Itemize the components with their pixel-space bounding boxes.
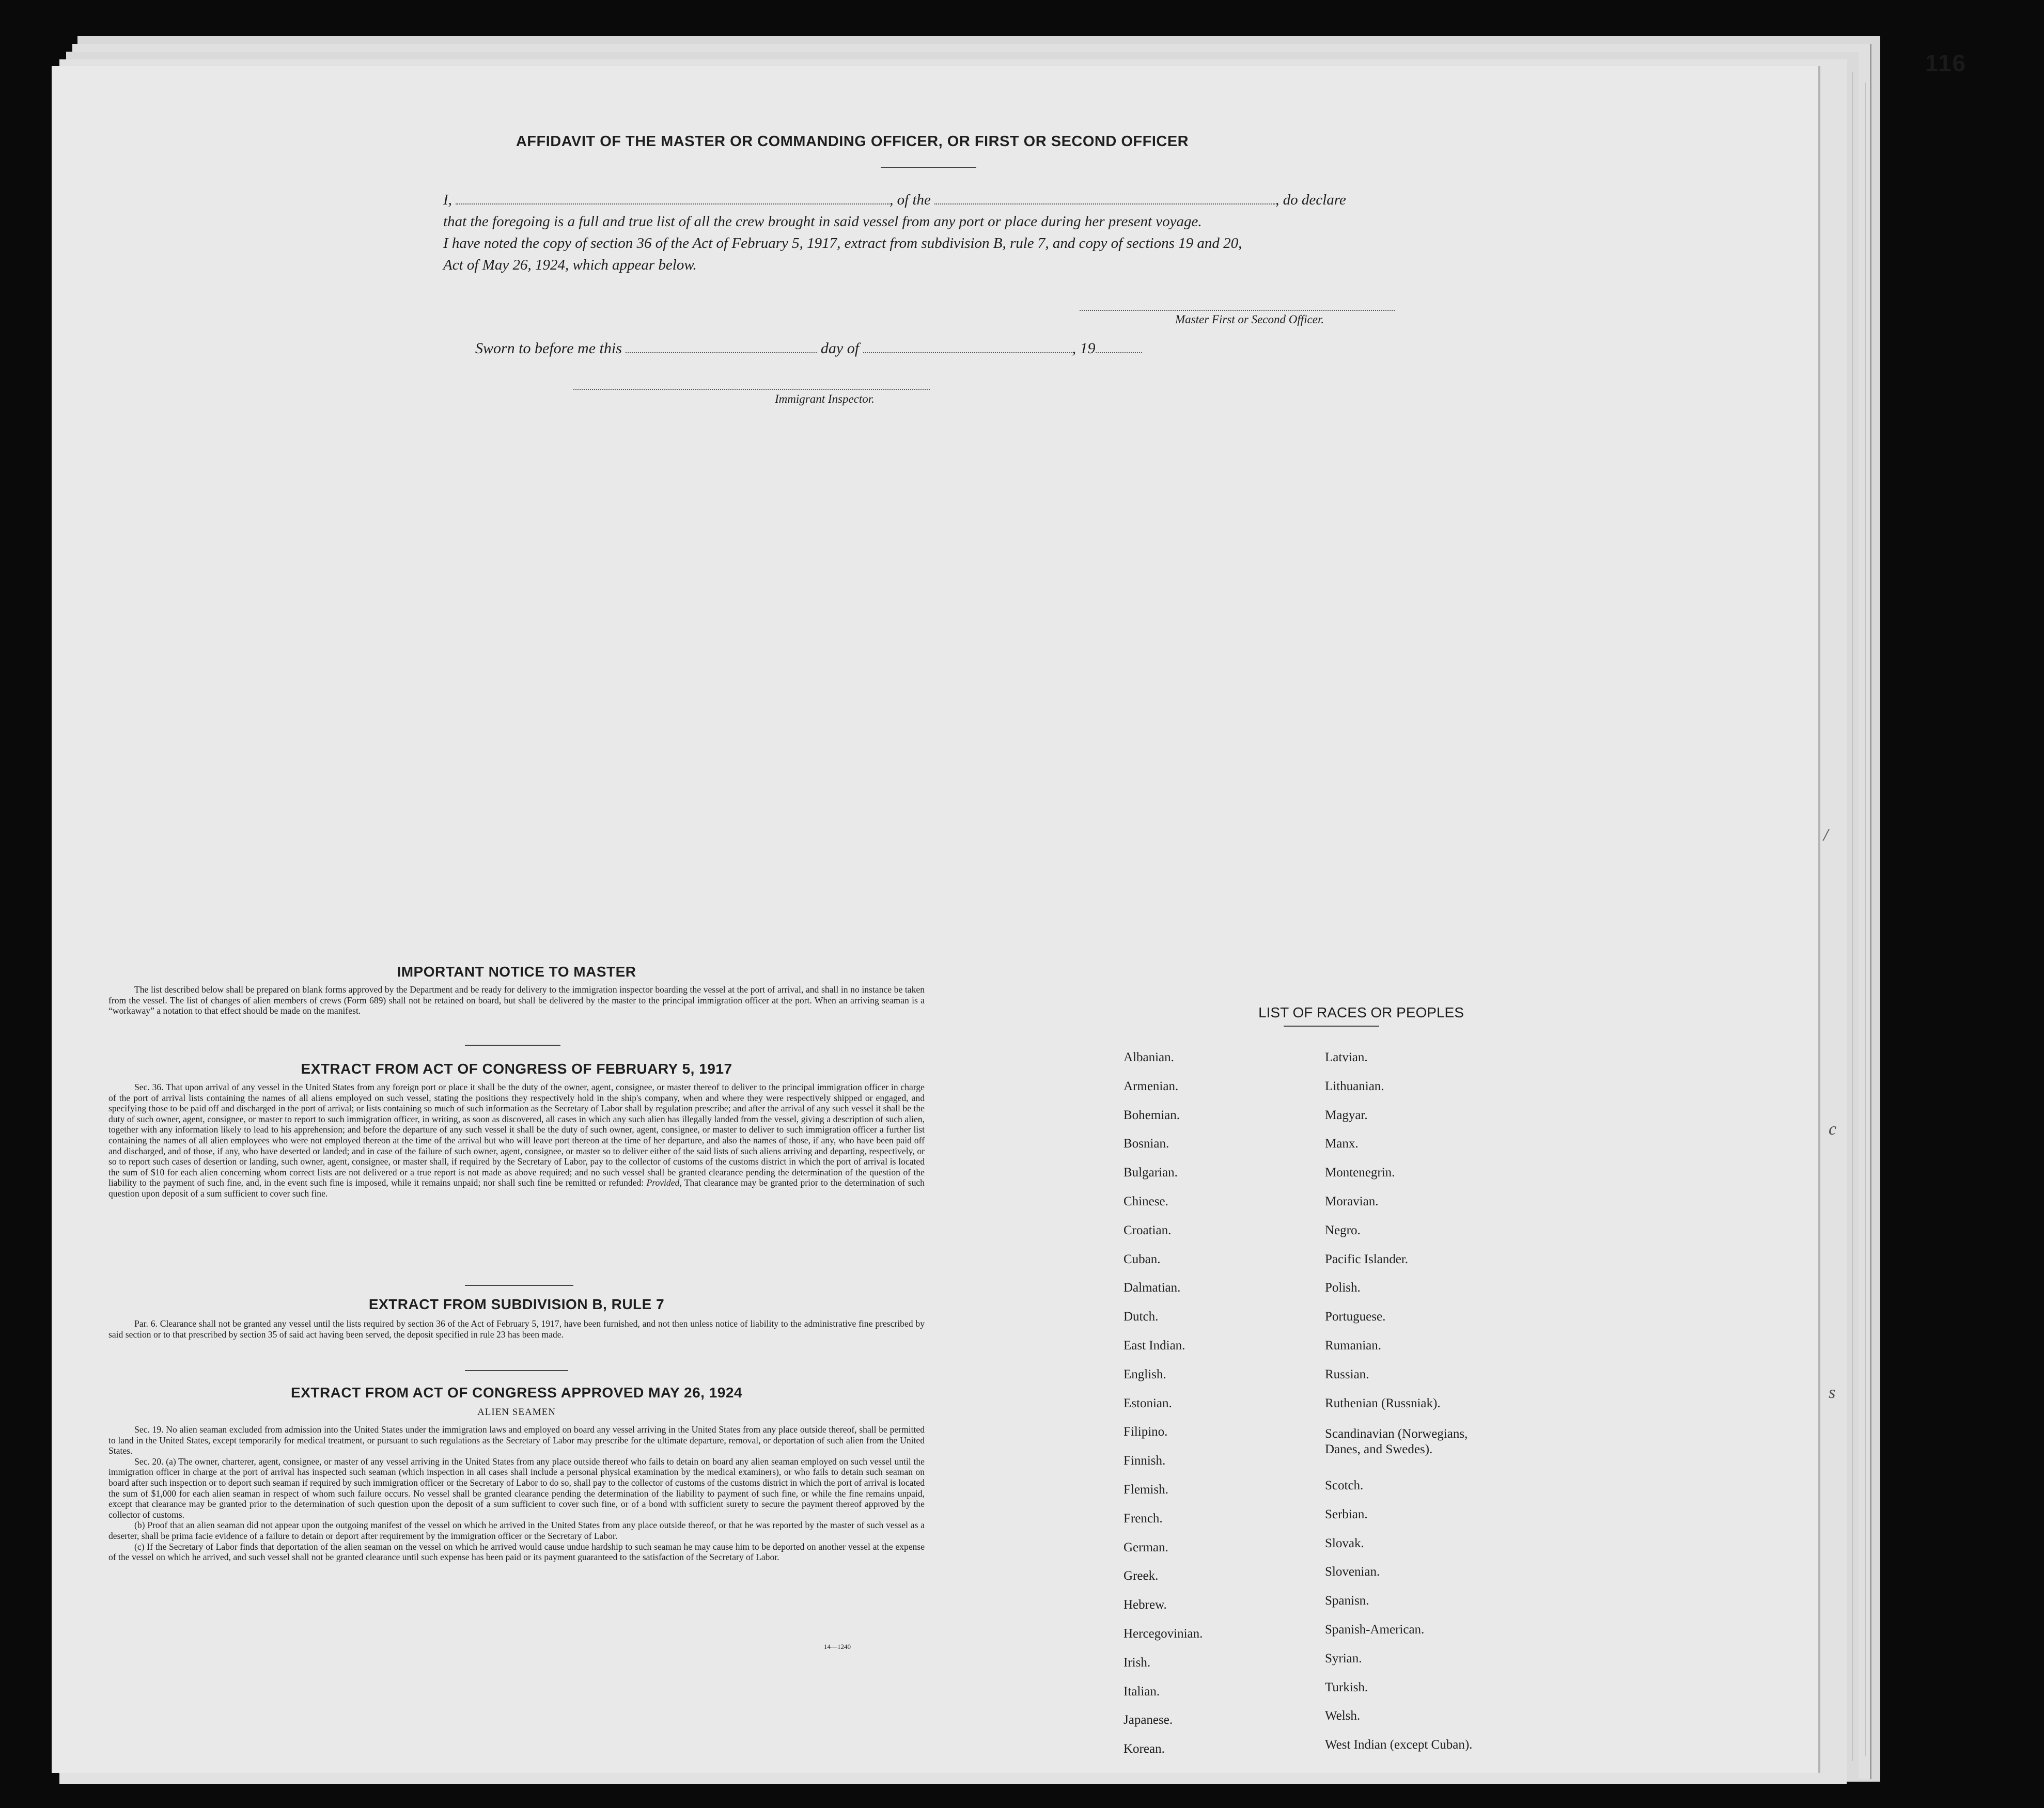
extract-1917-provided: Provided, bbox=[646, 1177, 682, 1188]
race-item: Italian. bbox=[1124, 1684, 1160, 1699]
extract-1917-heading: EXTRACT FROM ACT OF CONGRESS OF FEBRUARY 5, 1917 bbox=[301, 1061, 732, 1077]
alien-seamen-subheading: ALIEN SEAMEN bbox=[477, 1407, 556, 1418]
sheet-edge-line bbox=[1852, 72, 1853, 1761]
affidavit-of-the: , of the bbox=[890, 192, 931, 208]
document-page bbox=[52, 66, 1837, 1773]
race-item: Dalmatian. bbox=[1124, 1281, 1181, 1295]
sworn-prefix: Sworn to before me this bbox=[475, 340, 622, 357]
race-item: Turkish. bbox=[1325, 1680, 1368, 1694]
race-item: Filipino. bbox=[1124, 1425, 1168, 1439]
affidavit-line-3: I have noted the copy of section 36 of the Act of February 5, 1917, extract from subdivision B, rule 7, and copy of sections 19 and 20, bbox=[443, 235, 1242, 251]
race-item: Irish. bbox=[1124, 1655, 1151, 1670]
race-item: Syrian. bbox=[1325, 1651, 1362, 1665]
section-19-text: Sec. 19. No alien seaman excluded from admission into the United States under the immigration laws and employed on board any vessel arriving in the United States from any place outside thereof, shall be permitted to land in the United States, except temporarily for medical treatment, or pursuant to such regulations as the Secretary of Labor may prescribe for the ultimate departure, removal, or deportation of such alien from the United States. bbox=[108, 1424, 925, 1456]
race-item: Serbian. bbox=[1325, 1507, 1368, 1521]
day-of-label: day of bbox=[820, 340, 860, 357]
race-item: Russian. bbox=[1325, 1367, 1369, 1381]
sheet-edge-line bbox=[1865, 83, 1866, 1756]
race-item: Albanian. bbox=[1124, 1050, 1174, 1064]
race-item: German. bbox=[1124, 1540, 1168, 1554]
affidavit-line-4: Act of May 26, 1924, which appear below. bbox=[443, 257, 697, 273]
section-20a-text: Sec. 20. (a) The owner, charterer, agent, consignee, or master of any vessel arriving in the United States from any place outside thereof who fails to detain on board any alien seaman employed on such vessel until the immigration officer in charge at the port of arrival has inspected such seaman (which inspection in all cases shall include a personal physical examination by the medical examiners), or who fails to detain such seaman on board after such inspection or to deport such seaman if required by such immigration officer or the Secretary of Labor to do so, shall pay to the collector of customs of the customs district in which the port of arrival is located the sum of $1,000 for each alien seaman in respect of whom such failure occurs. No vessel shall be granted clearance pending the determination of the liability to payment of such fine, or while the fine remains unpaid, except that clearance may be granted prior to the determination of such question upon the deposit of a sum sufficient to cover such fine, or of a bond with sufficient surety to secure the payment thereof approved by the collector of customs. bbox=[108, 1456, 925, 1520]
race-item: Latvian. bbox=[1325, 1050, 1368, 1064]
race-item: Portuguese. bbox=[1325, 1310, 1386, 1324]
year-blank bbox=[1096, 352, 1142, 353]
divider bbox=[465, 1045, 560, 1046]
races-list-title: LIST OF RACES OR PEOPLES bbox=[1258, 1004, 1464, 1020]
handwritten-mark: / bbox=[1823, 825, 1829, 844]
day-blank bbox=[626, 352, 817, 353]
page-number: 116 bbox=[1925, 50, 1967, 76]
inspector-signature-line bbox=[573, 389, 930, 390]
race-item: Slovak. bbox=[1325, 1536, 1364, 1550]
affidavit-do-declare: , do declare bbox=[1275, 192, 1346, 208]
race-item: Estonian. bbox=[1124, 1396, 1172, 1410]
race-item: Hebrew. bbox=[1124, 1598, 1167, 1612]
race-item: Scotch. bbox=[1325, 1479, 1364, 1492]
affidavit-line-2: that the foregoing is a full and true list of all the crew brought in said vessel from any port or place during her present voyage. bbox=[443, 213, 1202, 230]
race-item: Cuban. bbox=[1124, 1252, 1161, 1266]
race-item: Bohemian. bbox=[1124, 1108, 1180, 1122]
race-item: French. bbox=[1124, 1511, 1163, 1526]
notice-heading: IMPORTANT NOTICE TO MASTER bbox=[397, 964, 636, 980]
race-item: Manx. bbox=[1325, 1137, 1359, 1151]
extract-1917-body-end: That clearance may be granted prior to the determination of such question upon deposit of a sum sufficient to cover such fine. bbox=[108, 1177, 925, 1199]
race-item: Bosnian. bbox=[1124, 1137, 1169, 1151]
extract-1917-body: Sec. 36. That upon arrival of any vessel in the United States from any foreign port or place it shall be the duty of the owner, agent, consignee, or master thereof to deliver to the principal immigration officer in charge of the port of arrival lists containing the names of all aliens employed on such vessel, stating the positions they respectively hold in the ship's company, when and where they were respectively shipped or engaged, and specifying those to be paid off and discharged in the port of arrival; or lists containing so much of such information as the Secretary of Labor shall by regulation prescribe; and after the arrival of any such vessel it shall be the duty of such owner, agent, consignee, or master to report to such immigration officer, in writing, as soon as discovered, all cases in which any such alien has illegally landed from the vessel, giving a description of such alien, together with any information likely to lead to his apprehension; and before the departure of any such vessel it shall be the duty of such owner, agent, consignee, or master to deliver to such immigration officer a further list containing the names of all alien employees who were not employed thereon at the time of the arrival but who will leave port thereon at the time of her departure, and also the names of those, if any, who have been paid off and discharged, and of those, if any, who have deserted or landed; and in case of the failure of such owner, agent, consignee, or master so to deliver either of the said lists of such aliens arriving and departing, respectively, or so to report such cases of desertion or landing, such owner, agent, consignee, or master shall, if required by the Secretary of Labor, pay to the collector of customs of the customs district in which the port of arrival is located the sum of $10 for each alien concerning whom correct lists are not delivered or a true report is not made as above required; and no such vessel shall be granted clearance pending the determination of the question of the liability to the payment of such fine, and, in the event such fine is imposed, while it remains unpaid; nor shall such fine be remitted or refunded: bbox=[108, 1082, 925, 1188]
race-item: English. bbox=[1124, 1367, 1166, 1381]
race-item: Chinese. bbox=[1124, 1194, 1168, 1208]
race-item: Magyar. bbox=[1325, 1108, 1368, 1122]
notice-text: The list described below shall be prepared on blank forms approved by the Department and be ready for delivery to the immigration inspector boarding the vessel at the port of arrival, and shall in no instance be taken from the vessel. The list of changes of alien members of crews (Form 689) shall not be retained on board, but shall be delivered by the master to the principal immigration officer at the port. When an arriving seaman is a “workaway” a notation to that effect should be made on the manifest. bbox=[108, 984, 925, 1016]
divider bbox=[465, 1285, 573, 1286]
race-item: Spanish-American. bbox=[1325, 1623, 1425, 1637]
race-item: Finnish. bbox=[1124, 1454, 1166, 1468]
year-prefix: , 19 bbox=[1072, 340, 1096, 357]
race-item: Lithuanian. bbox=[1325, 1079, 1384, 1093]
affidavit-title: AFFIDAVIT OF THE MASTER OR COMMANDING OFFICER, OR FIRST OR SECOND OFFICER bbox=[516, 133, 1189, 150]
race-item: Polish. bbox=[1325, 1281, 1361, 1295]
extract-1924-heading: EXTRACT FROM ACT OF CONGRESS APPROVED MAY 26, 1924 bbox=[291, 1385, 742, 1401]
master-name-blank bbox=[456, 203, 890, 205]
affidavit-body bbox=[443, 189, 1466, 276]
extract-1917-text bbox=[108, 1082, 925, 1199]
race-item: Croatian. bbox=[1124, 1223, 1172, 1237]
vessel-name-blank bbox=[934, 203, 1275, 205]
race-item: East Indian. bbox=[1124, 1339, 1185, 1353]
form-code: 14—1240 bbox=[824, 1643, 851, 1650]
race-item: Rumanian. bbox=[1325, 1339, 1382, 1353]
race-item: Flemish. bbox=[1124, 1483, 1168, 1497]
race-item: Welsh. bbox=[1325, 1709, 1361, 1723]
race-item: Slovenian. bbox=[1325, 1565, 1380, 1579]
race-item: West Indian (except Cuban). bbox=[1325, 1738, 1473, 1752]
affidavit-line-1 bbox=[443, 189, 1466, 211]
sworn-line bbox=[475, 340, 1142, 357]
handwritten-mark: s bbox=[1829, 1383, 1836, 1402]
race-item: Armenian. bbox=[1124, 1079, 1179, 1093]
divider bbox=[465, 1370, 568, 1371]
race-item: Hercegovinian. bbox=[1124, 1627, 1203, 1641]
race-item: Bulgarian. bbox=[1124, 1166, 1178, 1180]
extract-1924-text bbox=[108, 1424, 925, 1563]
master-signature-line bbox=[1080, 310, 1395, 311]
divider bbox=[881, 167, 976, 168]
race-item: Moravian. bbox=[1325, 1194, 1379, 1208]
inspector-signature-label: Immigrant Inspector. bbox=[775, 392, 875, 405]
extract-rule7-text: Par. 6. Clearance shall not be granted any vessel until the lists required by section 36 of the Act of February 5, 1917, have been furnished, and not then unless notice of liability to the administrative fine prescribed by said section or to that prescribed by section 35 of said act having been served, the deposit specified in rule 23 has been made. bbox=[108, 1318, 925, 1340]
divider bbox=[1284, 1026, 1379, 1027]
extract-rule7-heading: EXTRACT FROM SUBDIVISION B, RULE 7 bbox=[368, 1296, 665, 1312]
month-blank bbox=[863, 352, 1072, 353]
race-item: Ruthenian (Russniak). bbox=[1325, 1396, 1441, 1410]
race-item: Dutch. bbox=[1124, 1310, 1159, 1324]
section-20b-text: (b) Proof that an alien seaman did not appear upon the outgoing manifest of the vessel on which he arrived in the United States from any place outside thereof, or that he was reported by the master of such vessel as a deserter, shall be prima facie evidence of a failure to detain or deport after requirement by the immigration officer or the Secretary of Labor. bbox=[108, 1520, 925, 1541]
race-item: Japanese. bbox=[1124, 1713, 1173, 1727]
race-item: Spanisn. bbox=[1325, 1594, 1369, 1608]
race-item: Greek. bbox=[1124, 1569, 1159, 1583]
master-signature-label: Master First or Second Officer. bbox=[1175, 313, 1324, 326]
race-item: Montenegrin. bbox=[1325, 1166, 1395, 1180]
race-item: Korean. bbox=[1124, 1742, 1165, 1756]
race-item: Negro. bbox=[1325, 1223, 1361, 1237]
race-item: Scandinavian (Norwegians, Danes, and Swedes). bbox=[1325, 1427, 1468, 1457]
affidavit-i-prefix: I, bbox=[443, 192, 452, 208]
handwritten-mark: c bbox=[1829, 1120, 1837, 1139]
race-item: Pacific Islander. bbox=[1325, 1252, 1409, 1266]
section-20c-text: (c) If the Secretary of Labor finds that deportation of the alien seaman on the vessel on which he arrived would cause undue hardship to such seaman he may cause him to be deported on another vessel at the expense of the vessel on which he arrived, and such vessel shall not be granted clearance until such expense has been paid or its payment guaranteed to the satisfaction of the Secretary of Labor. bbox=[108, 1541, 925, 1563]
